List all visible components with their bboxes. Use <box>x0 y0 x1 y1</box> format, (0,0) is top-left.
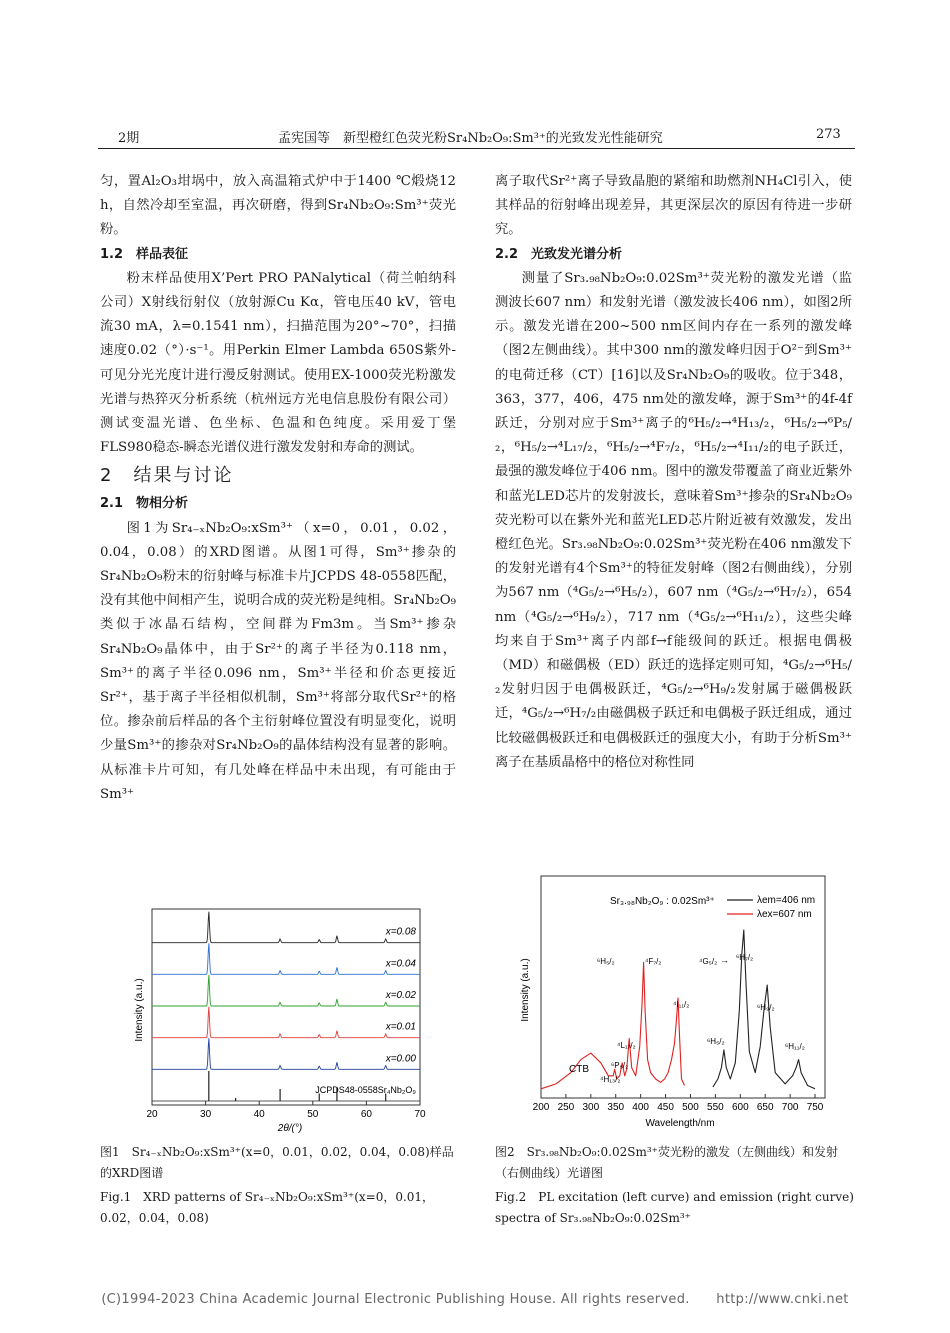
xrd-series-label: x=0.02 <box>385 990 416 1001</box>
x-tick-label: 400 <box>632 1102 649 1113</box>
fig2-xlabel: Wavelength/nm <box>645 1118 715 1129</box>
label-p52: ⁶P₅/₂ <box>611 1061 629 1070</box>
issue-number: 2期 <box>118 131 140 146</box>
label-h132: ⁴H₁₃/₂ <box>600 1075 621 1084</box>
left-column <box>100 170 456 807</box>
plot-frame <box>152 909 420 1105</box>
label-h72: ⁶H₇/₂ <box>736 953 754 962</box>
paragraph: 匀，置Al₂O₃坩埚中，放入高温箱式炉中于1400 ℃煅烧12 h，自然冷却至室温，再次研磨，得到Sr₄Nb₂O₉:Sm³⁺荧光粉。 <box>100 174 456 238</box>
section-heading: 2.2 光致发光谱分析 <box>495 246 623 262</box>
fig1-ylabel: Intensity (a.u.) <box>134 978 145 1042</box>
copyright-footer: (C)1994-2023 China Academic Journal Electronic Publishing House. All rights reserved. http://www.cnki.net <box>101 1292 849 1307</box>
x-tick-label: 40 <box>253 1109 265 1120</box>
section-heading: 1.2 样品表征 <box>100 246 189 262</box>
paragraph: 图1为Sr₄₋ₓNb₂O₉:xSm³⁺（x=0，0.01，0.02，0.04，0.08）的XRD图谱。从图1可得，Sm³⁺掺杂的Sr₄Nb₂O₉粉末的衍射峰与标准卡片JCPDS 48-0558匹配，没有其他中间相产生，说明合成的荧光粉是纯相。Sr₄Nb₂O₉类似于冰晶石结构，空间群为Fm3m。当Sm³⁺掺杂Sr₄Nb₂O₉晶体中，由于Sr²⁺的离子半径为0.118 nm，Sm³⁺的离子半径0.096 nm，Sm³⁺半径和价态更接近Sr²⁺，基于离子半径相似机制，Sm³⁺将部分取代Sr²⁺的格位。掺杂前后样品的各个主衍射峰位置没有明显变化，说明少量Sm³⁺的掺杂对Sr₄Nb₂O₉的晶体结构没有显著的影响。从标准卡片可知，有几处峰在样品中未出现，有可能由于Sm³⁺ <box>100 520 456 802</box>
fig2-caption-en: Fig.2 PL excitation (left curve) and emission (right curve) spectra of Sr₃.₉₈Nb₂O₉:0.02Sm³⁺ <box>495 1190 854 1225</box>
arrow-glyph: → <box>720 955 729 965</box>
fig1-caption-en: Fig.1 XRD patterns of Sr₄₋ₓNb₂O₉:xSm³⁺(x=0，0.01，0.02，0.04，0.08) <box>100 1190 435 1225</box>
xrd-series-line <box>152 1038 420 1069</box>
paragraph: 离子取代Sr²⁺离子导致晶胞的紧缩和助燃剂NH₄Cl引入，使其样品的衍射峰出现差异，其更深层次的原因有待进一步研究。 <box>495 174 852 238</box>
x-tick-label: 650 <box>756 1102 774 1113</box>
running-title: 孟宪国等 新型橙红色荧光粉Sr₄Nb₂O₉:Sm³⁺的光致发光性能研究 <box>278 131 663 146</box>
x-tick-label: 750 <box>806 1102 824 1113</box>
xrd-series-line <box>152 912 420 943</box>
xrd-series-line <box>152 975 420 1006</box>
x-tick-label: 600 <box>731 1102 749 1113</box>
x-tick-label: 550 <box>707 1102 724 1113</box>
header-rule <box>98 148 855 149</box>
xrd-series-line <box>152 1007 420 1038</box>
x-tick-label: 250 <box>557 1102 575 1113</box>
right-column <box>495 170 852 775</box>
x-tick-label: 350 <box>607 1102 625 1113</box>
xrd-series-label: x=0.04 <box>385 958 416 970</box>
fig2-sample-label: Sr₃.₉₈Nb₂O₉ : 0.02Sm³⁺ <box>610 896 715 907</box>
xrd-series-line <box>152 943 420 974</box>
page-number: 273 <box>816 127 841 142</box>
section-heading: 2 结果与讨论 <box>100 465 234 487</box>
xrd-figure <box>130 905 430 1135</box>
x-tick-label: 50 <box>307 1109 319 1120</box>
xrd-series-label: x=0.01 <box>385 1021 416 1033</box>
fig1-xlabel: 2θ/(°) <box>277 1123 303 1134</box>
fig2-ylabel: Intensity (a.u.) <box>520 958 531 1022</box>
fig2-legend-ex: λex=607 nm <box>757 909 812 920</box>
fig2-legend-em: λem=406 nm <box>757 895 816 906</box>
section-heading: 2.1 物相分析 <box>100 496 189 512</box>
x-tick-label: 450 <box>657 1102 674 1113</box>
x-tick-label: 200 <box>532 1102 550 1113</box>
label-ctb: CTB <box>569 1064 589 1075</box>
label-i112: ⁴I₁₁/₂ <box>673 1000 690 1009</box>
label-h92: ⁶H₉/₂ <box>757 1003 775 1012</box>
x-tick-label: 300 <box>582 1102 600 1113</box>
xrd-series-label: x=0.00 <box>385 1053 416 1065</box>
x-tick-label: 500 <box>682 1102 699 1113</box>
label-l172: ⁴L₁₇/₂ <box>617 1041 636 1050</box>
xrd-series-label: x=0.08 <box>385 926 416 938</box>
label-h52: ⁶H₅/₂ <box>707 1037 725 1046</box>
label-h52-ex: ⁶H₅/₂ <box>597 957 615 966</box>
xrd-series-label: JCPDS48-0558Sr₄Nb₂O₉ <box>315 1085 416 1095</box>
x-tick-label: 700 <box>781 1102 799 1113</box>
paragraph: 粉末样品使用X’Pert PRO PANalytical（荷兰帕纳科公司）X射线衍射仪（放射源Cu Kα，管电压40 kV，管电流30 mA，λ=0.1541 nm），扫描范围为20°~70°，扫描速度0.02（°）·s⁻¹。用Perkin Elmer Lambda 650S紫外-可见分光光度计进行漫反射测试。使用EX-1000荧光粉激发光谱与热猝灭分析系统（杭州远方光电信息股份有限公司）测试变温光谱、色坐标、色温和色纯度。采用爱丁堡FLS980稳态-瞬态光谱仪进行激发发射和寿命的测试。 <box>100 270 456 456</box>
fig2-caption-cn: 图2 Sr₃.₉₈Nb₂O₉:0.02Sm³⁺荧光粉的激发（左侧曲线）和发射（右侧曲线）光谱图 <box>495 1145 838 1180</box>
x-tick-label: 20 <box>146 1109 158 1120</box>
label-f72: ⁴F₇/₂ <box>645 957 662 966</box>
x-tick-label: 70 <box>414 1109 426 1120</box>
label-h112: ⁶H₁₁/₂ <box>785 1042 805 1051</box>
x-tick-label: 30 <box>200 1109 212 1120</box>
x-tick-label: 60 <box>360 1109 372 1120</box>
pl-figure <box>515 872 835 1134</box>
paragraph: 测量了Sr₃.₉₈Nb₂O₉:0.02Sm³⁺荧光粉的激发光谱（监测波长607 nm）和发射光谱（激发波长406 nm），如图2所示。激发光谱在200~500 nm区间内存在一系列的激发峰（图2左侧曲线）。其中300 nm的激发峰归因于O²⁻到Sm³⁺的电荷迁移（CT）[16]以及Sr₄Nb₂O₉的吸收。位于348，363，377，406，475 nm处的激发峰，源于Sm³⁺的4f-4f跃迁，分别对应于Sm³⁺离子的⁶H₅/₂→⁴H₁₃/₂，⁶H₅/₂→⁶P₅/₂，⁶H₅/₂→⁴L₁₇/₂，⁶H₅/₂→⁴F₇/₂，⁶H₅/₂→⁴I₁₁/₂的电子跃迁，最强的激发峰位于406 nm。图中的激发带覆盖了商业近紫外和蓝光LED芯片的发射波长，意味着Sm³⁺掺杂的Sr₄Nb₂O₉荧光粉可以在紫外光和蓝光LED芯片附近被有效激发，发出橙红色光。Sr₃.₉₈Nb₂O₉:0.02Sm³⁺荧光粉在406 nm激发下的发射光谱有4个Sm³⁺的特征发射峰（图2右侧曲线），分别为567 nm（⁴G₅/₂→⁶H₅/₂），607 nm（⁴G₅/₂→⁶H₇/₂），654 nm（⁴G₅/₂→⁶H₉/₂），717 nm（⁴G₅/₂→⁶H₁₁/₂），这些尖峰均来自于Sm³⁺离子内部f→f能级间的跃迁。根据电偶极（MD）和磁偶极（ED）跃迁的选择定则可知，⁴G₅/₂→⁶H₅/₂发射归因于电偶极跃迁，⁴G₅/₂→⁶H₉/₂发射属于磁偶极跃迁，⁴G₅/₂→⁶H₇/₂由磁偶极子跃迁和电偶极子跃迁组成，通过比较磁偶极跃迁和电偶极跃迁的强度大小，有助于分析Sm³⁺离子在基质晶格中的格位对称性同 <box>495 270 852 770</box>
fig1-caption-cn: 图1 Sr₄₋ₓNb₂O₉:xSm³⁺(x=0，0.01，0.02，0.04，0.08)样品的XRD图谱 <box>100 1145 454 1180</box>
label-g52: ⁴G₅/₂ <box>699 957 718 966</box>
